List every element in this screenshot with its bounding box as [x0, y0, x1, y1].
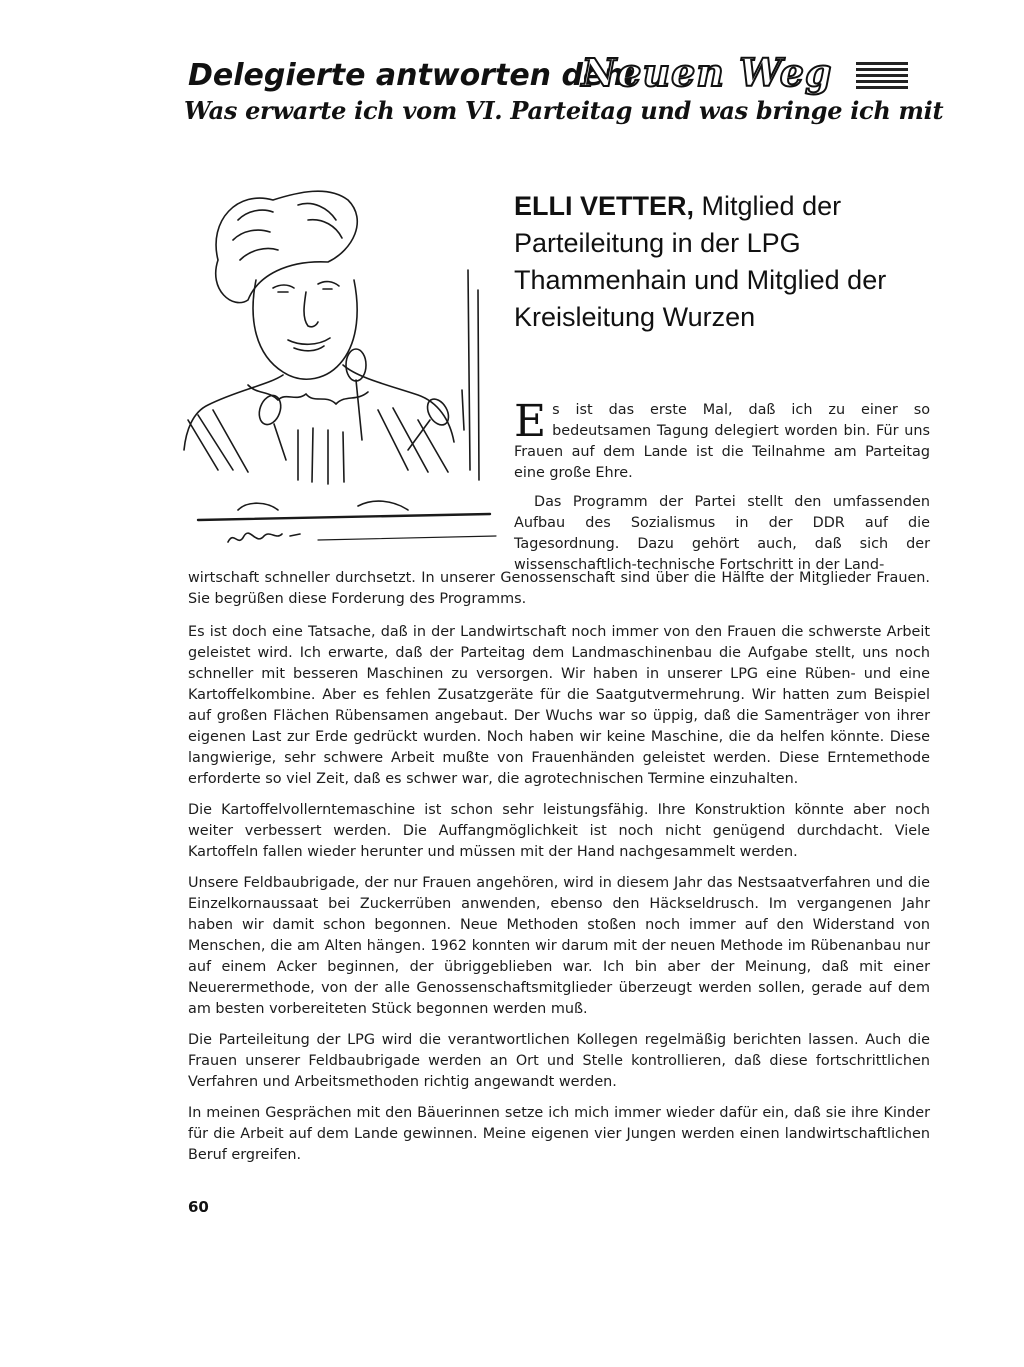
paragraph-2-top: Das Programm der Partei stellt den umfassenden Aufbau des Sozialismus in der DDR auf die Tagesordnung. Dazu gehört auch, daß sich der wissenschaftlich-technische Fortschritt in der Land- [514, 494, 930, 573]
portrait-sketch [178, 180, 508, 552]
paragraph-1: s ist das erste Mal, daß ich zu einer so bedeutsamen Tagung delegiert worden bin. Für uns Frauen auf dem Lande ist die Teilnahme am Parteitag eine große Ehre. [514, 402, 930, 481]
page-number: 60 [188, 1198, 209, 1216]
header-line-1: Delegierte antworten dem [188, 58, 635, 93]
author-heading [514, 188, 934, 336]
masthead-neuer-weg [576, 50, 838, 96]
drop-cap: E [514, 396, 547, 447]
paragraph-7: In meinen Gesprächen mit den Bäuerinnen setze ich mich immer wieder dafür ein, daß sie ihre Kinder für die Arbeit auf dem Lande gewinnen. Meine eigenen vier Jungen werden einen landwirtschaftlichen Beruf ergreifen. [188, 1105, 930, 1163]
paragraph-3: Es ist doch eine Tatsache, daß in der Landwirtschaft noch immer von den Frauen die schwerste Arbeit geleistet wird. Ich erwarte, daß der Parteitag dem Landmaschinenbau die Aufgabe stellt, uns noch schneller mit besseren Maschinen zu versorgen. Wir haben in unserer LPG eine Rüben- und eine Kartoffelkombine. Aber es fehlen Zusatzgeräte für die Saatgutvermehrung. Wir hatten zum Beispiel auf großen Flächen Rübensamen angebaut. Der Wuchs war so üppig, daß die Samenträger von ihrer eigenen Last zur Erde gedrückt wurden. Noch haben wir keine Maschine, die da helfen könnte. Diese langwierige, sehr schwere Arbeit mußte von Frauenhänden geleistet werden. Diese Erntemethode erforderte so viel Zeit, daß es schwer war, die agrotechnischen Termine einzuhalten. [188, 624, 930, 787]
article-intro [514, 396, 930, 584]
author-name: ELLI VETTER, [514, 191, 695, 221]
masthead-rule-icon [856, 62, 908, 92]
header-line-2: Was erwarte ich vom VI. Parteitag und was bringe ich mit [184, 96, 944, 125]
paragraph-2-bottom: wirtschaft schneller durchsetzt. In unserer Genossenschaft sind über die Hälfte der Mitglieder Frauen. Sie begrüßen diese Forderung des Programms. [188, 570, 930, 607]
article-wrap-continuation [188, 568, 930, 610]
author-role: Mitglied der Parteileitung in der LPG Thammenhain und Mitglied der Kreisleitung Wurzen [514, 191, 887, 332]
masthead-text: Neuen Weg [581, 50, 833, 95]
paragraph-5: Unsere Feldbaubrigade, der nur Frauen angehören, wird in diesem Jahr das Nestsaatverfahren und die Einzelkornaussaat bei Zuckerrüben anwenden, ebenso den Häckseldrusch. Im vergangenen Jahr haben wir damit schon begonnen. Neue Methoden stoßen noch immer auf den Widerstand von Menschen, die am Alten hängen. 1962 konnten wir darum mit der neuen Methode im Rübenanbau nur auf einem Acker beginnen, der übriggeblieben war. Ich bin aber der Meinung, daß mit einer Neuerermethode, von der alle Genossenschaftsmitglieder überzeugt werden sollen, gerade auf dem am besten vorbereiteten Stück begonnen werden muß. [188, 875, 930, 1017]
article-body [188, 622, 930, 1176]
paragraph-4: Die Kartoffelvollerntemaschine ist schon sehr leistungsfähig. Ihre Konstruktion könnte aber noch weiter verbessert werden. Die Auffangmöglichkeit ist noch nicht genügend durchdacht. Viele Kartoffeln fallen wieder herunter und müssen mit der Hand nachgesammelt werden. [188, 802, 930, 860]
paragraph-6: Die Parteileitung der LPG wird die verantwortlichen Kollegen regelmäßig berichten lassen. Auch die Frauen unserer Feldbaubrigade werden an Ort und Stelle kontrollieren, daß diese fortschrittlichen Verfahren und Arbeitsmethoden richtig angewandt werden. [188, 1032, 930, 1090]
